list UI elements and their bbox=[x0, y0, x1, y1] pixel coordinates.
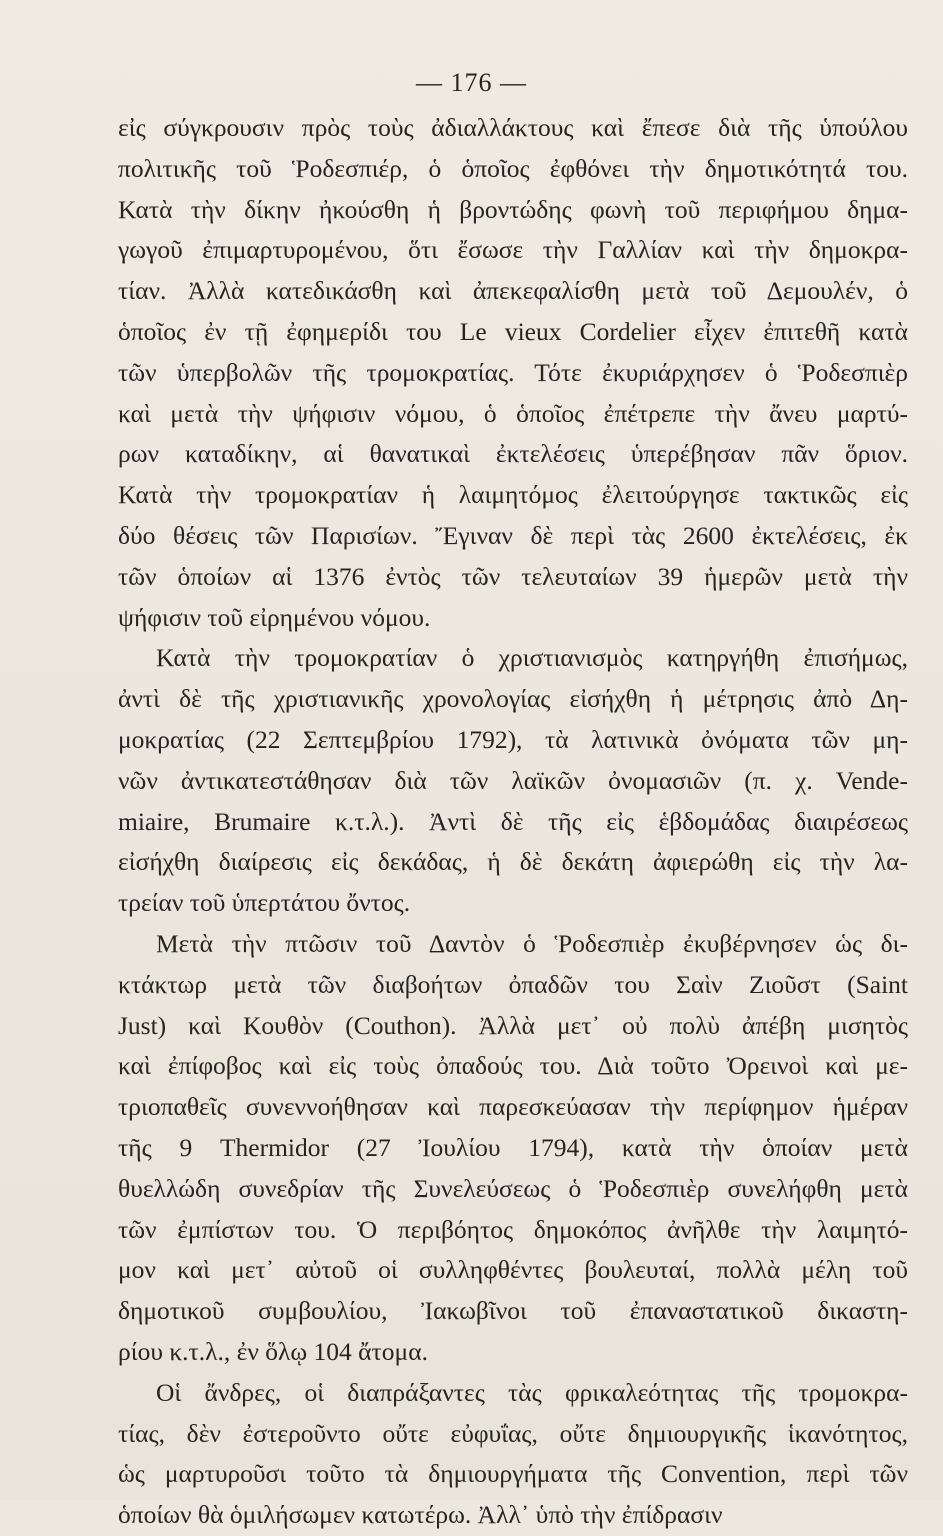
text-line: Μετὰ τὴν πτῶσιν τοῦ Δαντὸν ὁ Ῥοδεσπιὲρ ἐκυβέρνησεν ὡς δι- bbox=[156, 928, 908, 958]
text-line: θυελλώδη συνεδρίαν τῆς Συνελεύσεως ὁ Ῥοδεσπιὲρ συνελήφθη μετὰ bbox=[118, 1173, 908, 1203]
text-line: ἀντὶ δὲ τῆς χριστιανικῆς χρονολογίας εἰσήχθη ἡ μέτρησις ἀπὸ Δη- bbox=[118, 684, 908, 714]
text-line: νῶν ἀντικατεστάθησαν διὰ τῶν λαϊκῶν ὀνομασιῶν (π. χ. Vende- bbox=[118, 765, 908, 795]
text-line: Κατὰ τὴν δίκην ἠκούσθη ἡ βροντώδης φωνὴ τοῦ περιφήμου δημα- bbox=[118, 194, 908, 224]
text-line: τῆς 9 Thermidor (27 Ἰουλίου 1794), κατὰ τὴν ὁποίαν μετὰ bbox=[118, 1132, 908, 1162]
text-line: δύο θέσεις τῶν Παρισίων. Ἔγιναν δὲ περὶ τὰς 2600 ἐκτελέσεις, ἐκ bbox=[118, 520, 908, 550]
text-line: Οἱ ἄνδρες, οἱ διαπράξαντες τὰς φρικαλεότητας τῆς τρομοκρα- bbox=[156, 1377, 908, 1407]
text-line: ψήφισιν τοῦ εἰρημένου νόμου. bbox=[118, 602, 431, 632]
text-line: τῶν ὁποίων αἱ 1376 ἐντὸς τῶν τελευταίων 39 ἡμερῶν μετὰ τὴν bbox=[118, 561, 908, 591]
text-line: δημοτικοῦ συμβουλίου, Ἰακωβῖνοι τοῦ ἐπαναστατικοῦ δικαστη- bbox=[118, 1296, 908, 1326]
text-line: καὶ ἐπίφοβος καὶ εἰς τοὺς ὀπαδούς του. Διὰ τοῦτο Ὀρεινοὶ καὶ με- bbox=[118, 1051, 908, 1081]
text-line: μον καὶ μετ᾽ αὐτοῦ οἱ συλληφθέντες βουλευταί, πολλὰ μέλη τοῦ bbox=[118, 1255, 908, 1285]
text-line: ρίου κ.τ.λ., ἐν ὅλῳ 104 ἄτομα. bbox=[118, 1336, 428, 1366]
text-line: ὁποῖος ἐν τῇ ἐφημερίδι του Le vieux Cordelier εἶχεν ἐπιτεθῆ κατὰ bbox=[118, 316, 908, 346]
text-line: τρείαν τοῦ ὑπερτάτου ὄντος. bbox=[118, 888, 411, 918]
text-line: τῶν ἐμπίστων του. Ὁ περιβόητος δημοκόπος ἀνῆλθε τὴν λαιμητό- bbox=[118, 1214, 908, 1244]
text-line: ρων καταδίκην, αἱ θανατικαὶ ἐκτελέσεις ὑπερέβησαν πᾶν ὅριον. bbox=[118, 439, 908, 469]
text-line: μοκρατίας (22 Σεπτεμβρίου 1792), τὰ λατινικὰ ὀνόματα τῶν μη- bbox=[118, 724, 908, 754]
text-line: πολιτικῆς τοῦ Ῥοδεσπιέρ, ὁ ὁποῖος ἐφθόνει τὴν δημοτικότητά του. bbox=[118, 153, 908, 183]
paragraph bbox=[118, 924, 908, 1373]
text-line: τίας, δὲν ἐστεροῦντο οὔτε εὐφυΐας, οὔτε δημιουργικῆς ἱκανότητος, bbox=[118, 1418, 908, 1448]
text-line: γωγοῦ ἐπιμαρτυρομένου, ὅτι ἔσωσε τὴν Γαλλίαν καὶ τὴν δημοκρα- bbox=[118, 235, 908, 265]
page-number: — 176 — bbox=[416, 68, 527, 97]
text-line: Just) καὶ Κουθὸν (Couthon). Ἀλλὰ μετ᾽ οὐ πολὺ ἀπέβη μισητὸς bbox=[118, 1010, 908, 1040]
text-line: τῶν ὑπερβολῶν τῆς τρομοκρατίας. Τότε ἐκυριάρχησεν ὁ Ῥοδεσπιὲρ bbox=[118, 357, 908, 387]
text-line: miaire, Brumaire κ.τ.λ.). Ἀντὶ δὲ τῆς εἰς ἑβδομάδας διαιρέσεως bbox=[118, 806, 908, 836]
paragraph bbox=[118, 638, 908, 924]
paragraph bbox=[118, 108, 908, 638]
text-line: ὡς μαρτυροῦσι τοῦτο τὰ δημιουργήματα τῆς Convention, περὶ τῶν bbox=[118, 1459, 908, 1489]
text-line: καὶ μετὰ τὴν ψήφισιν νόμου, ὁ ὁποῖος ἐπέτρεπε τὴν ἄνευ μαρτύ- bbox=[118, 398, 908, 428]
body-text bbox=[118, 108, 908, 1536]
text-line: Κατὰ τὴν τρομοκρατίαν ἡ λαιμητόμος ἐλειτούργησε τακτικῶς εἰς bbox=[118, 480, 908, 510]
text-line: ὁποίων θὰ ὁμιλήσωμεν κατωτέρω. Ἀλλ᾽ ὑπὸ τὴν ἐπίδρασιν bbox=[118, 1500, 723, 1530]
text-line: εἰς σύγκρουσιν πρὸς τοὺς ἀδιαλλάκτους καὶ ἔπεσε διὰ τῆς ὑπούλου bbox=[118, 113, 908, 142]
text-line: εἰσήχθη διαίρεσις εἰς δεκάδας, ἡ δὲ δεκάτη ἀφιερώθη εἰς τὴν λα- bbox=[118, 847, 908, 877]
text-line: τριοπαθεῖς συνεννοήθησαν καὶ παρεσκεύασαν τὴν περίφημον ἡμέραν bbox=[118, 1092, 908, 1122]
text-line: Κατὰ τὴν τρομοκρατίαν ὁ χριστιανισμὸς κατηργήθη ἐπισήμως, bbox=[156, 643, 908, 673]
text-line: κτάκτωρ μετὰ τῶν διαβοήτων ὀπαδῶν του Σαὶν Ζιοῦστ (Saint bbox=[118, 969, 908, 999]
paragraph bbox=[118, 1373, 908, 1536]
text-line: τίαν. Ἀλλὰ κατεδικάσθη καὶ ἀπεκεφαλίσθη μετὰ τοῦ Δεμουλέν, ὁ bbox=[118, 276, 908, 306]
